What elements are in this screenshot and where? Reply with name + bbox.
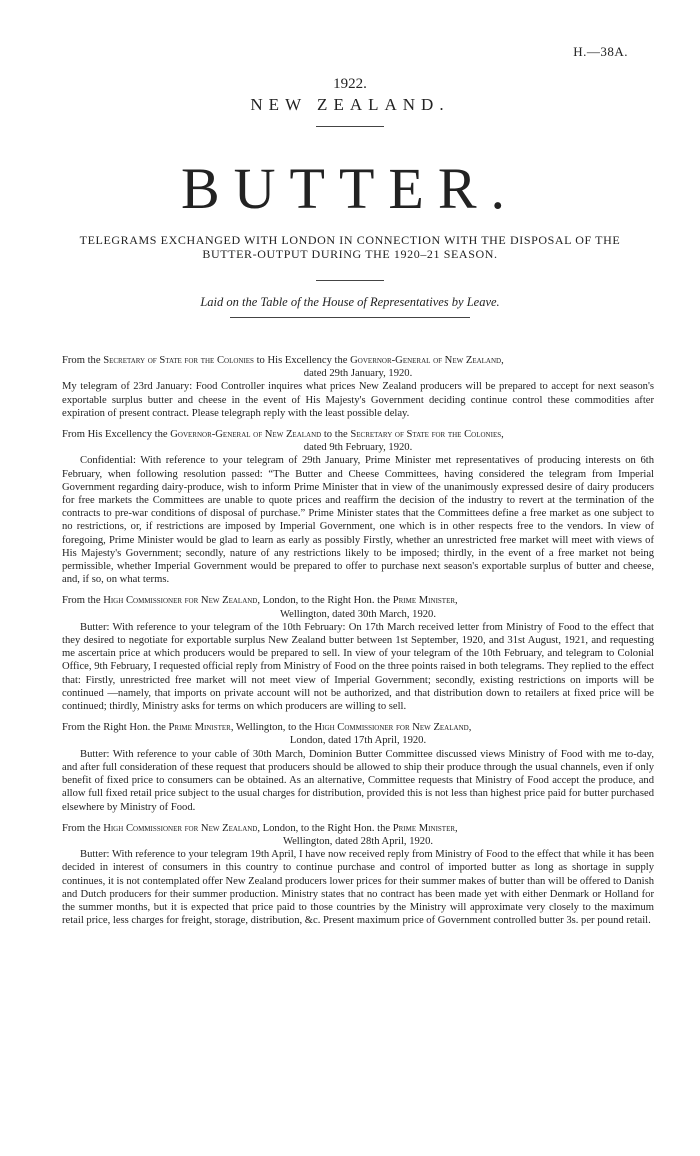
telegram-date: dated 29th January, 1920. [303,368,413,380]
telegram-heading: From the High Commissioner for New Zealand, London, to the Right Hon. the Prime Minister, [62,822,458,834]
divider-rule [230,317,470,318]
telegram-text: Confidential: With reference to your telegram of 29th January, Prime Minister met representatives of producing interests on 6th February, when following resolution passed: “The Butter and Cheese Committees, having considered the telegram from Imperial Government regarding dairy-produce, wish to inform Prime Minister that in view of the unanimously expressed desire of dairy producers for free markets the Committees are unable to quote prices and reaffirm the decision of the industry to revert at the termination of the contracts to pre-war conditions of disposal of purchase.” Prime Minister states that the Committees define a free market as one subject to no restrictions, or, if restrictions are imposed by Imperial Government, one which is in other respects free to the vendors. In view of foregoing, Prime Minister would be glad to learn as early as possibly Firstly, whether an unrestricted free market will meet with views of His Majesty's Government; secondly, nature of any restrictions likely to be imposed; thirdly, in the event of a free market not being permissible, whether Imperial Government would be prepared to offer to purchase next season's exportable surplus of butter and cheese, and, if so, on what terms. [62,455,654,586]
telegram-text: Butter: With reference to your telegram 19th April, I have now received reply from Ministry of Food to the effect that while it has been decided in interest of consumers in this country to continue purchase and control of imported butter as long as shortage in supply continues, it is not contemplated offer New Zealand producers lower prices for their summer makes of butter than will be offered to Danish and Dutch producers for their summer production. Ministry states that no contract has been made yet with either Denmark or Holland for the summer months, but it is expected that price paid to those countries by the Ministry will approximate very closely to the maximum retail price, less charges for freight, storage, distribution, &c. Present maximum price of Government controlled butter 3s. per pound retail. [62,849,654,927]
telegram-date: London, dated 17th April, 1920. [289,735,427,747]
telegram-text: Butter: With reference to your telegram of the 10th February: On 17th March received letter from Ministry of Food to the effect that they desired to negotiate for exportable surplus New Zealand butter between 1st September, 1920, and 31st August, 1921, and requesting me ascertain price at which producers would be prepared to sell. In view of your telegram of the 10th February, and telegram to Colonial Office, 9th February, I requested official reply from Ministry of Food on the three points raised in both telegrams. They replied to the effect that: Firstly, unrestricted free market will not meet view of Imperial Government; secondly, existing restrictions on imports will be continued —namely, that imports on private account will not be authorized, and that distribution down to retailers at fixed price will be continued; thirdly, Ministry asks for terms on which producers are willing to sell. [62,621,654,713]
document-title: BUTTER. [180,156,520,221]
document-year: 1922. [333,76,367,92]
telegram-date: dated 9th February, 1920. [303,442,413,454]
telegram-date: Wellington, dated 28th April, 1920. [282,835,434,847]
divider-rule [316,126,384,127]
document-country: NEW ZEALAND. [250,95,450,114]
telegram-4 [62,721,654,813]
telegram-3 [62,594,654,713]
telegram-5 [62,822,654,928]
telegram-2 [62,428,654,586]
document-subtitle: TELEGRAMS EXCHANGED WITH LONDON IN CONNECTION WITH THE DISPOSAL OF THE BUTTER-OUTPUT DURING THE 1920–21 SEASON. [79,233,621,261]
telegram-text: Butter: With reference to your cable of 30th March, Dominion Butter Committee discussed views Ministry of Food with me to-day, and after full consideration of these request that producers should be allowed to ship their produce through the usual channels, even if only benefit of fixed price to consumers can be obtained. As an alternative, Committee requests that Ministry of Food accept the produce, and allow full fixed retail price subject to the usual charges for distribution, provided this is not less than highest price paid for butter purchased elsewhere by Ministry of Food. [62,748,654,813]
document-reference: H.—38A. [573,44,628,59]
laid-on-table-note: Laid on the Table of the House of Representatives by Leave. [200,295,500,309]
divider-rule [316,280,384,281]
telegram-heading: From the Secretary of State for the Colonies to His Excellency the Governor-General of New Zealand, [62,355,504,366]
telegram-heading: From His Excellency the Governor-General of New Zealand to the Secretary of State for the Colonies, [62,429,504,441]
telegram-date: Wellington, dated 30th March, 1920. [280,608,436,620]
telegram-heading: From the High Commissioner for New Zealand, London, to the Right Hon. the Prime Minister, [62,595,458,607]
telegram-text: My telegram of 23rd January: Food Controller inquires what prices New Zealand producers will be prepared to accept for next season's exportable surplus butter and cheese in the event of His Majesty's Government deciding continue control these commodities after expiration of present contract. Please telegraph reply with the least possible delay. [62,381,654,419]
document-body [62,354,654,935]
telegram-1 [62,354,654,420]
telegram-heading: From the Right Hon. the Prime Minister, Wellington, to the High Commissioner for New Zealand, [62,722,472,734]
